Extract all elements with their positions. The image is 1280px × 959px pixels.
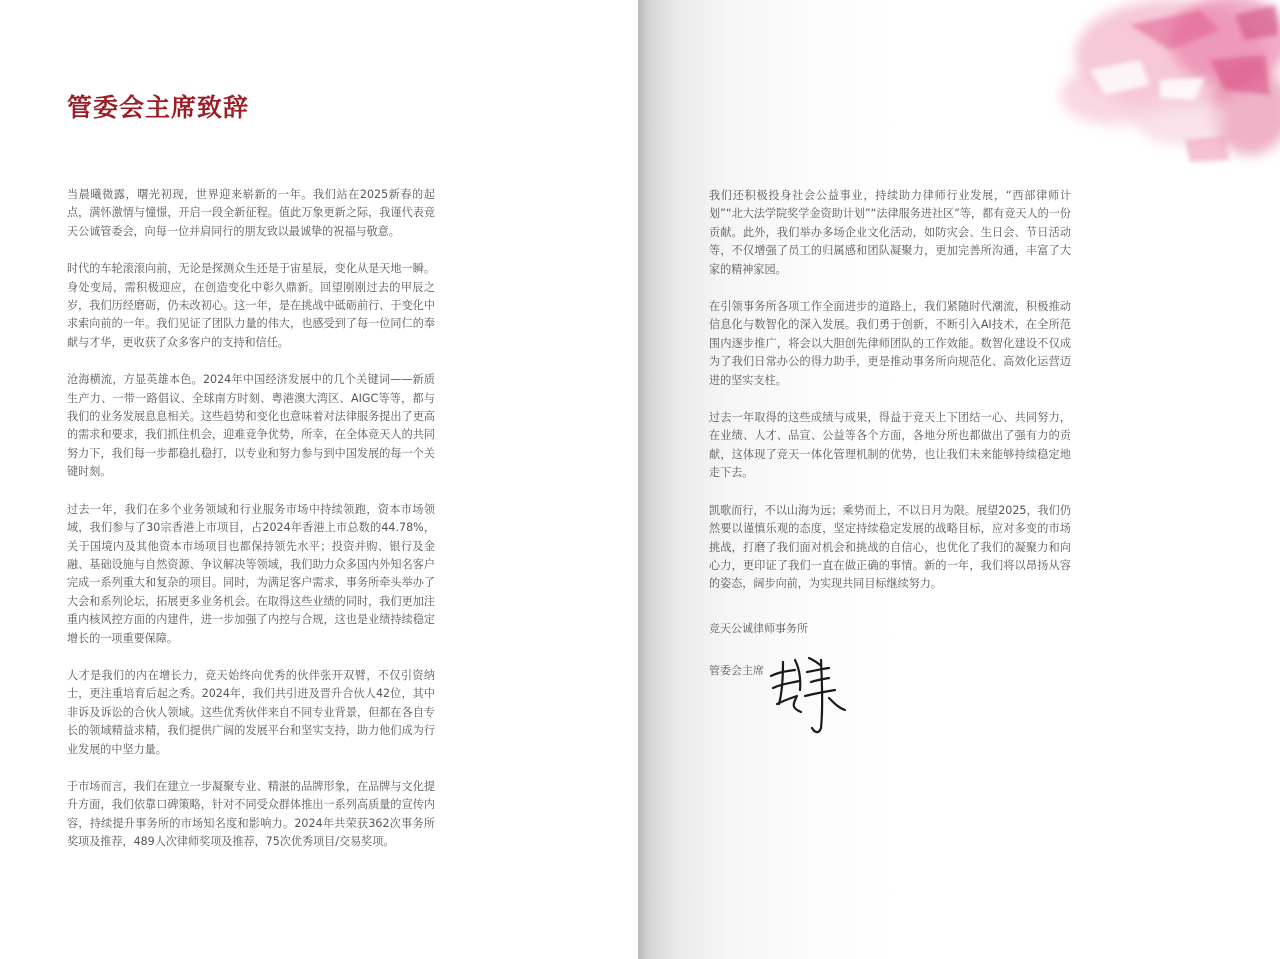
signer-role: 管委会主席 bbox=[709, 664, 764, 677]
paragraph: 沧海横流，方显英雄本色。2024年中国经济发展中的几个关键词——新质生产力、一带一路倡议、全球南方时刻、粤港澳大湾区、AIGC等等，都与我们的业务发展息息相关。这些趋势和变化也意味着对法律服务提出了更高的需求和要求，我们抓住机会，迎难竞争优势，所幸，在全体竞天人的共同努力下，我们每一步都稳扎稳打，以专业和努力参与到中国发展的每一个关键时刻。 bbox=[67, 373, 435, 479]
paragraph: 凯歌而行，不以山海为远；乘势而上，不以日月为限。展望2025，我们仍然要以谨慎乐观的态度，坚定持续稳定发展的战略目标，应对多变的市场挑战，打磨了我们面对机会和挑战的自信心，也优化了我们的凝聚力和向心力，更印证了我们一直在做正确的事情。新的一年，我们将以昂扬从容的姿态，阔步向前，为实现共同目标继续努力。 bbox=[709, 503, 1071, 591]
paragraph: 过去一年取得的这些成绩与成果，得益于竞天上下团结一心、共同努力，在业绩、人才、品宣、公益等各个方面，各地分所也都做出了强有力的贡献，这体现了竞天一体化管理机制的优势，也让我们未来能够持续稳定地走下去。 bbox=[709, 411, 1071, 480]
signature-block bbox=[709, 620, 808, 677]
paragraph: 于市场而言，我们在建立一步凝聚专业、精湛的品牌形象，在品牌与文化提升方面，我们依靠口碑策略，针对不同受众群体推出一系列高质量的宣传内容，持续提升事务所的市场知名度和影响力。2024年共荣获362次事务所奖项及推荐，489人次律师奖项及推荐，75次优秀项目/交易奖项。 bbox=[67, 779, 435, 849]
paragraph: 我们还积极投身社会公益事业，持续助力律师行业发展，“西部律师计划”“北大法学院奖学金资助计划”“法律服务进社区”等，都有竞天人的一份贡献。此外，我们举办多场企业文化活动，如防灾会、生日会、节日活动等，不仅增强了员工的归属感和团队凝聚力，更加完善所沟通，丰富了大家的精神家园。 bbox=[709, 189, 1071, 276]
paragraph: 在引领事务所各项工作全面进步的道路上，我们紧随时代潮流，积极推动信息化与数智化的深入发展。我们勇于创新，不断引入AI技术，在全所范围内逐步推广，将会以大胆创先律师团队的工作效能。数智化建设不仅成为了我们日常办公的得力助手，更是推动事务所向规范化、高效化运营迈进的坚实支柱。 bbox=[709, 300, 1071, 387]
right-text-column bbox=[709, 187, 1071, 613]
left-text-column bbox=[67, 186, 435, 871]
left-page bbox=[0, 0, 638, 959]
paragraph: 过去一年，我们在多个业务领域和行业服务市场中持续领跑，资本市场领域，我们参与了30宗香港上市项目，占2024年香港上市总数的44.78%，关于国境内及其他资本市场项目也都保持领先水平；投资并购、银行及金融、基础设施与自然资源、争议解决等领域，我们助力众多国内外知名客户完成一系列重大和复杂的项目。同时，为满足客户需求，事务所牵头举办了大会和系列论坛，拓展更多业务机会。在取得这些业绩的同时，我们更加注重内核风控方面的内建件，进一步加强了内控与合规，这也是业绩持续稳定增长的一项重要保障。 bbox=[67, 502, 435, 645]
paragraph: 时代的车轮滚滚向前，无论是探测众生还是于宙星辰，变化从是天地一瞬。身处变局，需积极迎应，在创造变化中彰久鼎新。回望刚刚过去的甲辰之岁，我们历经磨砺，仍未改初心。这一年，是在挑战中砥砺前行、于变化中求索向前的一年。我们见证了团队力量的伟大，也感受到了每一位同仁的奉献与才华，更收获了众多客户的支持和信任。 bbox=[67, 262, 435, 349]
page-title: 管委会主席致辞 bbox=[67, 93, 250, 122]
paragraph: 人才是我们的内在增长力，竞天始终向优秀的伙伴张开双臂，不仅引资纳士，更注重培育后起之秀。2024年，我们共引进及晋升合伙人42位，其中非诉及诉讼的合伙人领域。这些优秀伙伴来自不同专业背景，但都在各自专长的领域精益求精，我们提供广阔的发展平台和坚实支持，助力他们成为行业发展的中坚力量。 bbox=[67, 668, 435, 756]
pink-watercolor-decoration bbox=[1020, 0, 1280, 180]
handwritten-signature bbox=[765, 638, 851, 738]
firm-name: 竞天公诚律师事务所 bbox=[709, 622, 808, 635]
paragraph: 当晨曦微露，曙光初现，世界迎来崭新的一年。我们站在2025新春的起点，满怀激情与憧憬，开启一段全新征程。值此万象更新之际，我谨代表竞天公诚管委会，向每一位并肩同行的朋友致以最诚挚的祝福与敬意。 bbox=[67, 188, 435, 238]
